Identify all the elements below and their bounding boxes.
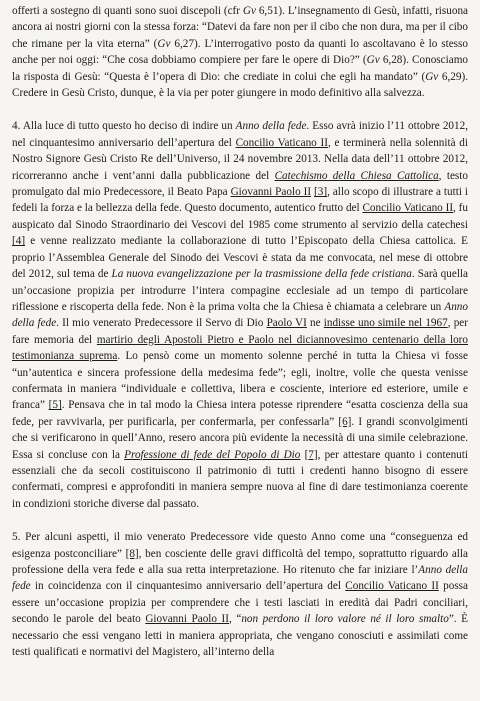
text-run: . Il mio venerato Predecessore il Servo di Dio <box>56 317 267 330</box>
text-run: , testo promulgato dal mio Predecessore, il Beato Papa <box>12 169 468 199</box>
text-run: , fu auspicato dal Sinodo Straordinario dei Vescovi del 1985 come strumento al servizio della catechesi <box>12 202 468 231</box>
text-run: . Pensava che in tal modo la Chiesa intera potesse riprendere “esatta coscienza della sua fede, per ravvivarla, per purificarla, per confermarla, per confessarla” <box>12 399 468 428</box>
italic-text: non perdono il loro valore né il loro smalto <box>241 613 449 626</box>
text-run: offerti a sostegno di quanti sono suoi discepoli (cfr <box>12 5 243 17</box>
footnote-7[interactable]: [7] <box>304 448 318 461</box>
text-run: , per fare memoria del <box>12 317 468 346</box>
link-concilio-vaticano-ii-3[interactable]: Concilio Vaticano II <box>345 580 439 593</box>
text-run: 6,28). Conosciamo la risposta di Gesù: “Questa è l’opera di Dio: che crediate in colui che egli ha mandato” ( <box>12 54 468 83</box>
link-paolo-vi[interactable]: Paolo VI <box>266 317 307 330</box>
italic-text: Gv <box>242 5 256 17</box>
link-giovanni-paolo-ii-2[interactable]: Giovanni Paolo II <box>145 613 229 626</box>
text-run: e venne realizzato mediante la collaborazione di tutto l’Episcopato della Chiesa cattolica. E proprio l’Assemblea Generale del Sinodo dei Vescovi è stata da me convocata, nel mese di ottobre del 2012, sul tema de <box>12 235 468 281</box>
italic-text: Anno della fede <box>12 300 468 330</box>
text-run: possa essere un’occasione propizia per comprendere che i testi lasciati in eredità dai Padri conciliari, secondo le parole del beato <box>12 580 468 626</box>
text-run: 5. Per alcuni aspetti, il mio venerato Predecessore vide questo Anno come una “conseguenza ed esigenza postconciliare” <box>12 531 468 560</box>
paragraph-intro <box>12 3 468 101</box>
text-run: . Lo pensò come un momento solenne perché in tutta la Chiesa vi fosse “un’autentica e sincera professione della medesima fede”; egli, inoltre, volle che questa venisse confermata in maniera “individuale e collettiva, libera e cosciente, interiore ed esteriore, umile e franca” <box>12 350 468 412</box>
text-run: 6,27). L’interrogativo posto da quanti lo ascoltavano è lo stesso anche per noi oggi: “Che cosa dobbiamo compiere per fare le opere di Dio?” ( <box>12 37 468 67</box>
link-concilio-vaticano-ii[interactable]: Concilio Vaticano II <box>235 136 328 149</box>
italic-text: Anno della fede <box>235 120 307 133</box>
text-run: . Sarà quella un’occasione propizia per introdurre l’intera compagine ecclesiale ad un tempo di particolare riflessione e riscoperta della fede. Non è la prima volta che la Chiesa è chiamata a celebrare un <box>12 268 468 313</box>
link-concilio-vaticano-ii-2[interactable]: Concilio Vaticano II <box>362 202 454 215</box>
text-run: 4. Alla luce di tutto questo ho deciso di indire un <box>12 120 236 133</box>
text-run: in coincidenza con il cinquantesimo anniversario dell’apertura del <box>30 580 346 593</box>
text-run: ne <box>306 317 324 330</box>
text-run: , “ <box>229 613 242 626</box>
italic-text: Gv <box>366 54 380 67</box>
text-run: , allo scopo di illustrare a tutti i fedeli la forza e la bellezza della fede. Questo documento, autentico frutto del <box>12 186 469 215</box>
link-martirio-apostoli[interactable]: martirio degli Apostoli Pietro e Paolo nel diciannovesimo centenario della loro testimonianza suprema <box>12 333 469 363</box>
text-run: , e terminerà nella solennità di Nostro Signore Gesù Cristo Re dell’Universo, il 24 novembre 2013. Nella data dell’11 ottobre 2012, ricorreranno anche i vent’anni dalla pubblicazione del <box>12 136 468 182</box>
italic-text: Gv <box>425 70 439 83</box>
text-run: ”. È necessario che essi vengano letti in maniera appropriata, che vengano conosciuti e assimilati come testi qualificati e normativi del Magistero, all’interno della <box>12 613 468 659</box>
link-catechismo[interactable]: Catechismo della Chiesa Cattolica <box>274 169 439 182</box>
text-run: , ben cosciente delle gravi difficoltà del tempo, soprattutto riguardo alla professione della vera fede e alla sua retta interpretazione. Ho ritenuto che far iniziare l’ <box>12 547 468 576</box>
text-run: 6,51). L’insegnamento di Gesù, infatti, risuona ancora ai nostri giorni con la stessa forza: “Datevi da fare non per il cibo che non dura, ma per il cibo che rimane per la vita eterna” ( <box>12 5 468 50</box>
footnote-6[interactable]: [6] <box>338 415 352 428</box>
italic-text: La nuova evangelizzazione per la trasmissione della fede cristiana <box>111 268 412 281</box>
link-professione-di-fede[interactable]: Professione di fede del Popolo di Dio <box>124 448 301 461</box>
paragraph-5 <box>12 529 468 660</box>
link-giovanni-paolo-ii[interactable]: Giovanni Paolo II <box>230 186 312 199</box>
italic-text: Gv <box>157 37 171 50</box>
footnote-3[interactable]: [3] <box>314 186 328 199</box>
text-run: 6,29). Credere in Gesù Cristo, dunque, è la via per poter giungere in modo definitivo alla salvezza. <box>12 70 468 100</box>
footnote-4[interactable]: [4] <box>12 235 26 248</box>
link-anno-1967[interactable]: indisse uno simile nel 1967 <box>323 317 448 330</box>
footnote-5[interactable]: [5] <box>48 399 62 412</box>
italic-text: Anno della fede <box>12 564 468 593</box>
text-run: . I grandi sconvolgimenti che si verificarono in quell’Anno, resero ancora più evidente la necessità di una simile celebrazione. Essa si concluse con la <box>12 415 468 461</box>
footnote-8[interactable]: [8] <box>125 547 139 560</box>
paragraph-4 <box>12 118 468 512</box>
text-run: . Esso avrà inizio l’11 ottobre 2012, nel cinquantesimo anniversario dell’apertura del <box>12 120 468 149</box>
text-run: , per attestare quanto i contenuti essenziali che da secoli costituiscono il patrimonio di tutti i credenti hanno bisogno di essere confermati, compresi e approfonditi in maniera sempre nuova al fine di dare testimonianza coerente in condizioni storiche diverse dal passato. <box>12 448 468 510</box>
